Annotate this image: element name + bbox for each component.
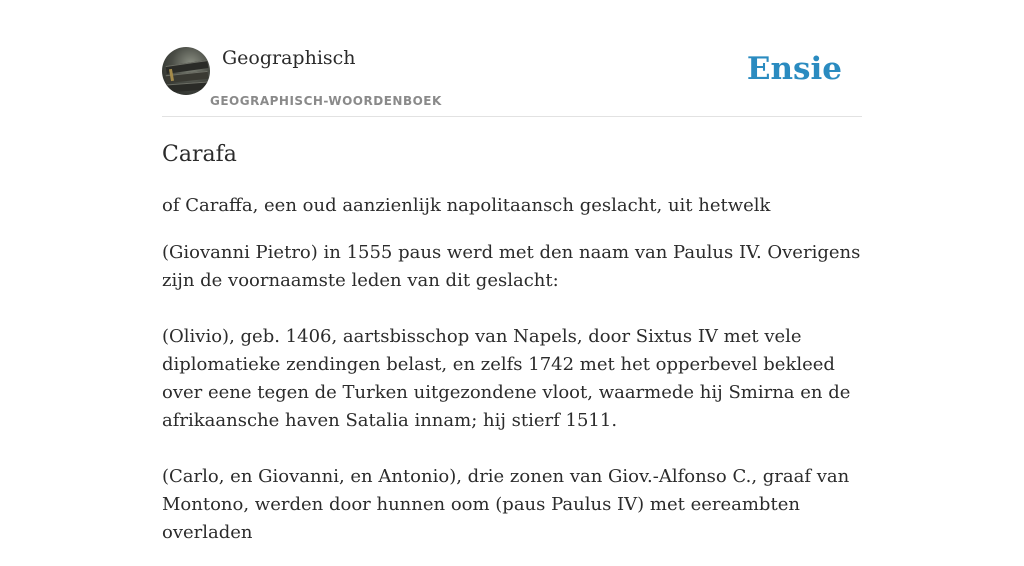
article-paragraph: (Olivio), geb. 1406, aartsbisschop van Napels, door Sixtus IV met vele diplomatieke zendingen belast, en zelfs 1742 met het opperbevel bekleed over eene tegen de Turken uitgezondene vloot, waarmede hij Smirna en de afrikaansche haven Satalia innam; hij stierf 1511. xyxy=(162,326,851,431)
article-title: Carafa xyxy=(162,142,237,167)
site-title[interactable]: Geographisch xyxy=(222,47,356,69)
page xyxy=(162,0,862,543)
books-avatar-icon[interactable] xyxy=(162,47,210,95)
site-subtitle[interactable]: GEOGRAPHISCH-WOORDENBOEK xyxy=(210,94,442,108)
header xyxy=(162,0,862,117)
article-paragraph: (Carlo, en Giovanni, en Antonio), drie zonen van Giov.-Alfonso C., graaf van Montono, werden door hunnen oom (paus Paulus IV) met eereambten overladen xyxy=(162,466,850,543)
article-paragraph: (Giovanni Pietro) in 1555 paus werd met den naam van Paulus IV. Overigens zijn de voornaamste leden van dit geslacht: xyxy=(162,242,861,291)
ensie-logo[interactable]: Ensie xyxy=(746,51,842,87)
article-paragraph: of Caraffa, een oud aanzienlijk napolitaansch geslacht, uit hetwelk xyxy=(162,195,771,216)
article-body xyxy=(162,192,862,566)
book-shape xyxy=(166,82,208,93)
